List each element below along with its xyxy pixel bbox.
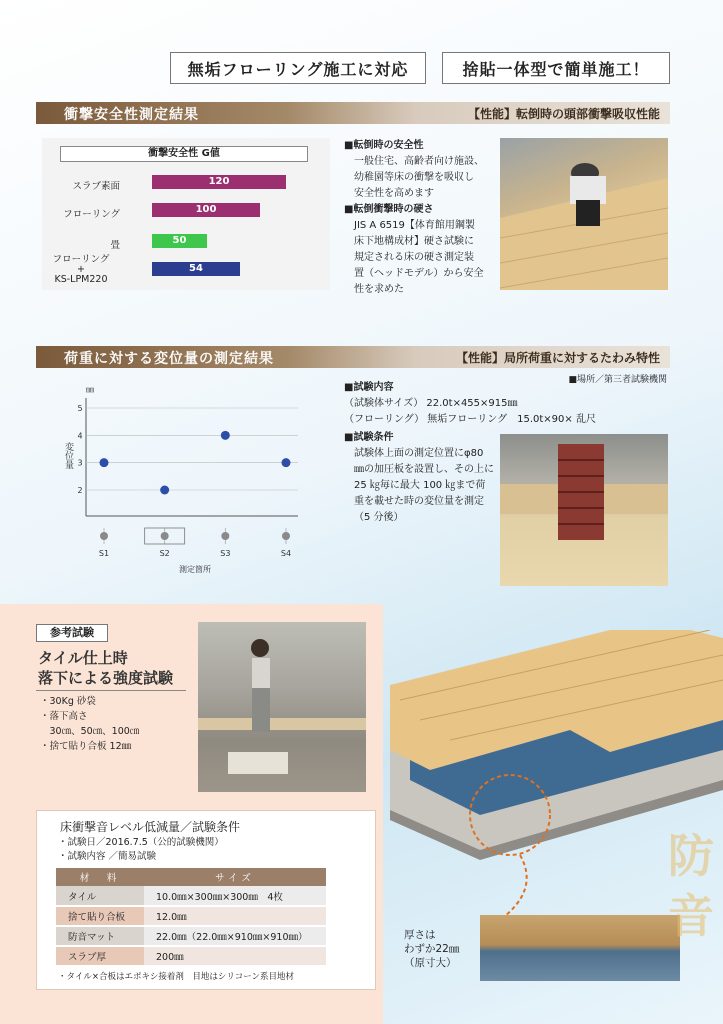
test-condition-line: 重を載せた時の変位量を測定 (354, 496, 484, 507)
photo-drop-test (198, 622, 366, 792)
reference-items (40, 694, 139, 754)
bullet-safety-line: 幼稚園等床の衝撃を吸収し (354, 172, 474, 183)
photo-weight-art (500, 434, 668, 586)
reference-item: 30㎝、50㎝、100㎝ (40, 726, 140, 737)
bullet-hardness-line: 床下地構成材】硬さ試験に (354, 236, 474, 247)
thickness-line: 厚さは (404, 929, 436, 941)
test-condition-line: ㎜の加圧板を設置し、その上に (354, 464, 494, 475)
photo-drop-art (198, 622, 366, 792)
photo-weight-test (500, 434, 668, 586)
test-location-note: ■場所／第三者試験機関 (568, 375, 667, 385)
table-cell: 捨て貼り合板 (56, 906, 144, 926)
table-cell: 22.0㎜（22.0㎜×910㎜×910㎜） (144, 926, 326, 946)
sound-footnote: ・タイル×合板はエポキシ接着剤 目地はシリコーン系目地材 (58, 972, 295, 982)
thickness-line: （原寸大） (404, 957, 457, 969)
sound-content: ・試験内容 ／簡易試験 (58, 851, 157, 862)
displacement-chart (36, 380, 326, 580)
location-marker (161, 532, 169, 540)
x-tick-label: S2 (159, 549, 170, 558)
table-row (56, 926, 326, 946)
g-bar-flooring: 100 (152, 203, 260, 217)
impact-header-right: 【性能】転倒時の頭部衝撃吸収性能 (467, 107, 660, 121)
reference-tag: 参考試験 (36, 624, 108, 642)
x-axis-label: 測定箇所 (179, 565, 211, 574)
test-condition-line: （5 分後） (354, 512, 404, 523)
reference-title (38, 648, 173, 688)
test-condition-line: 試験体上面の測定位置にφ80 (354, 448, 484, 459)
bullet-hardness-title: ■転倒衝撃時の硬さ (344, 204, 434, 215)
table-row (56, 906, 326, 926)
reference-item: ・捨て貼り合板 12㎜ (40, 741, 132, 752)
photo-floor-art (500, 138, 668, 290)
bullet-hardness-line: 置（ヘッドモデル）から安全 (354, 268, 484, 279)
g-bar-tatami: 50 (152, 234, 207, 248)
cross-section-photo (480, 915, 680, 981)
bullet-hardness-line: JIS A 6519【体育館用鋼製 (354, 220, 475, 231)
location-marker (282, 532, 290, 540)
bullet-safety-line: 一般住宅、高齢者向け施設、 (354, 156, 484, 167)
table-header (56, 868, 326, 886)
bullet-hardness-line: 規定される床の硬さ測定装 (354, 252, 474, 263)
thickness-caption (404, 928, 459, 970)
y-tick-label: 2 (77, 486, 83, 495)
y-unit-label: ㎜ (86, 385, 94, 394)
x-tick-label: S4 (280, 549, 292, 558)
test-content-title: ■試験内容 (344, 382, 394, 393)
test-size-line: （試験体サイズ） 22.0t×455×915㎜ (344, 398, 518, 409)
sound-meta (58, 836, 224, 864)
table-cell: 10.0㎜×300㎜×300㎜ 4枚 (144, 886, 326, 906)
impact-header-title: 衝撃安全性測定結果 (64, 107, 199, 123)
sound-materials-table (56, 868, 326, 967)
y-tick-label: 4 (77, 431, 83, 441)
sound-date: ・試験日／2016.7.5（公的試験機関） (58, 837, 224, 848)
reference-item: ・落下高さ (40, 711, 88, 722)
column-header: サイズ (144, 868, 326, 886)
table-cell: 防音マット (56, 926, 144, 946)
g-value-title: 衝撃安全性 G値 (60, 146, 308, 162)
table-row (56, 946, 326, 966)
g-label-flooring: フローリング (63, 209, 120, 220)
x-tick-label: S3 (220, 549, 231, 558)
g-value-panel (42, 138, 330, 290)
vertical-char-bou: 防 (668, 829, 714, 883)
location-marker (100, 532, 108, 540)
g-label-slab: スラブ素面 (72, 181, 120, 192)
table-cell: 12.0㎜ (144, 906, 326, 926)
displacement-section-header (36, 346, 670, 368)
impact-bullets (344, 138, 484, 298)
table-cell: 200㎜ (144, 946, 326, 966)
displacement-header-title: 荷重に対する変位量の測定結果 (64, 351, 274, 367)
impact-section-header (36, 102, 670, 124)
test-condition-title: ■試験条件 (344, 432, 394, 443)
data-point (221, 431, 230, 440)
y-axis-label: 変位量 (63, 442, 73, 469)
photo-floor-test (500, 138, 668, 290)
data-point (100, 458, 109, 467)
table-row (56, 886, 326, 906)
displacement-header-right: 【性能】局所荷重に対するたわみ特性 (455, 351, 660, 365)
test-condition-line: 25 ㎏毎に最大 100 ㎏まで荷 (354, 480, 486, 491)
data-point (160, 486, 169, 495)
g-label-tatami: 畳 (110, 240, 120, 251)
test-floor-value: 無垢フローリング 15.0t×90× 乱尺 (427, 414, 596, 425)
bullet-safety-line: 安全性を高めます (354, 188, 434, 199)
reference-divider (36, 690, 186, 691)
table-cell: タイル (56, 886, 144, 906)
reference-item: ・30Kg 砂袋 (40, 696, 96, 707)
sound-title: 床衝撃音レベル低減量／試験条件 (60, 820, 241, 834)
column-header: 材 料 (56, 868, 144, 886)
detail-leader (500, 855, 527, 920)
table-cell: スラブ厚 (56, 946, 144, 966)
reference-title-line2: 落下による強度試験 (38, 669, 174, 687)
bullet-hardness-line: 性を求めた (354, 284, 404, 295)
bullet-safety-title: ■転倒時の安全性 (344, 140, 424, 151)
g-bar-flooring-lpm: 54 (152, 262, 240, 276)
g-bar-slab: 120 (152, 175, 286, 189)
reference-title-line1: タイル仕上時 (38, 649, 128, 667)
location-marker (221, 532, 229, 540)
test-floor-key: （フローリング） (344, 414, 425, 425)
x-tick-label: S1 (98, 549, 110, 558)
data-point (282, 458, 291, 467)
g-label-flooring-lpm: フローリング + KS-LPM220 (52, 254, 110, 285)
y-tick-label: 5 (77, 404, 83, 413)
feature-box-flooring: 無垢フローリング施工に対応 (170, 52, 426, 84)
thickness-line: わずか22㎜ (404, 943, 460, 955)
y-tick-label: 3 (77, 458, 83, 468)
vertical-char-on: 音 (668, 889, 714, 943)
feature-box-easy-install: 捨貼一体型で簡単施工！ (442, 52, 670, 84)
